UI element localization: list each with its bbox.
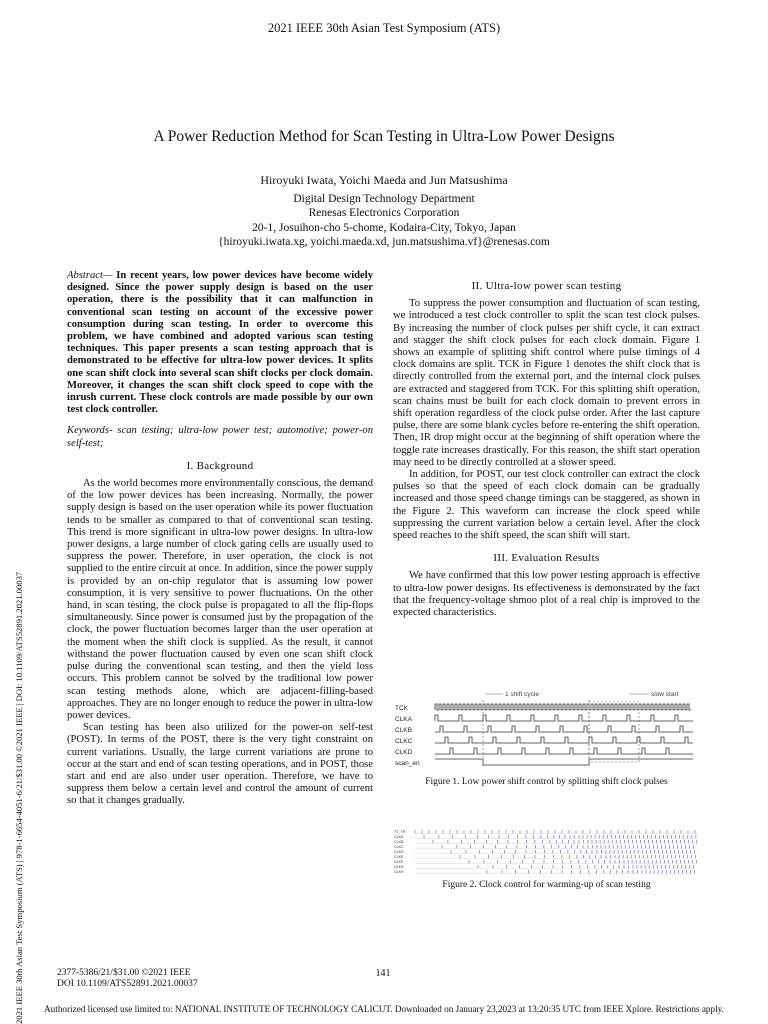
figure-1-caption: Figure 1. Low power shift control by splitting shift clock pulses [425, 777, 668, 787]
page-number: 141 [375, 968, 391, 979]
figure-2 [393, 828, 700, 876]
fig2-signal-label: CLKG [394, 865, 404, 870]
annotation-shift-cycle: 1 shift cycle [505, 691, 539, 698]
affiliation [0, 192, 768, 249]
fig2-waveform-trace [424, 835, 696, 838]
abstract [67, 270, 373, 416]
fig2-signal-label: CLKE [394, 855, 404, 860]
fig1-waveform-trace [435, 759, 693, 765]
fig2-waveform-trace [433, 840, 697, 843]
evaluation-paragraph-1: We have confirmed that this low power testing approach is effective to ultra-low power designs. Its effectiveness is demonstrated by the fact that the frequency-voltage shmoo plot of a real chip is improved to the expected characteristics. [393, 570, 700, 619]
fig1-waveform-trace [435, 748, 693, 754]
background-paragraph-2: Scan testing has been also utilized for the power-on self-test (POST). In terms of the POST, there is the very tight constraint on current variations. Usually, the large current variations are prone to occur at the start and end of scan testing operations, and in POST, those start and end are also under user operation. Therefore, we have to suppress them below a certain level and control the amount of current so that it changes gradually. [67, 722, 373, 807]
left-column [67, 270, 373, 808]
conference-header: 2021 IEEE 30th Asian Test Symposium (ATS) [267, 21, 501, 35]
footer-doi: DOI 10.1109/ATS52891.2021.00037 [57, 979, 198, 989]
affiliation-department: Digital Design Technology Department [293, 193, 475, 205]
fig2-waveform-trace [460, 855, 696, 858]
fig1-waveform-trace [435, 726, 693, 732]
fig2-signal-label: CLKB [394, 840, 404, 845]
section-heading-background: I. Background [186, 459, 254, 472]
fig1-signal-label: CLKB [395, 727, 412, 734]
fig1-signal-label: scan_en [395, 760, 420, 767]
fig2-waveform-trace [469, 860, 697, 863]
figure-1 [393, 690, 700, 770]
footer-identifiers [57, 968, 198, 990]
fig2-waveform-trace [487, 870, 694, 873]
ultra-paragraph-1: To suppress the power consumption and fluctuation of scan testing, we introduced a test clock controller to split the scan test clock pulses. By increasing the number of clock pulses per shift cycle, it can extract and stagger the shift clock pulses for each clock domain. Figure 1 shows an example of splitting shift control where pulse timings of 4 clock domains are split. TCK in Figure 1 denotes the shift clock that is directly controlled from the external port, and the internal clock pulses are extracted and staggered from TCK. For this splitting shift operation, scan chains must be built for each clock domain to prevent errors in shift operation regardless of the clock pulse order. After the last capture pulse, there are some blank cycles before re-entering the shift operation. Then, IR drop might occur at the beginning of shift operation where the toggle rate increases drastically. For this reason, the shift start operation may need to be directly controlled at a slower speed. [393, 298, 700, 468]
section-heading-ultra-low-power: II. Ultra-low power scan testing [471, 280, 622, 292]
fig2-signal-label: CLKF [394, 860, 404, 865]
right-column [393, 280, 700, 619]
figure-1-waveform [393, 690, 700, 770]
figure-2-waveform [393, 828, 700, 876]
fig2-signal-label: TT_TR [394, 830, 406, 835]
fig1-waveform-trace [435, 737, 693, 743]
fig2-signal-label: CLKD [394, 850, 404, 855]
fig1-signal-label: CLKD [395, 749, 413, 756]
authorized-use-notice: Authorized licensed use limited to: NATIONAL INSTITUTE OF TECHNOLOGY CALICUT. Downloaded on January 23,2023 at 13:20:35 UTC from IEEE Xplore. Restrictions apply. [44, 1004, 724, 1014]
fig2-waveform-trace [415, 830, 695, 833]
fig2-waveform-trace [478, 865, 693, 868]
authors: Hiroyuki Iwata, Yoichi Maeda and Jun Matsushima [260, 173, 508, 187]
annotation-slow-start: slow start [651, 691, 679, 698]
affiliation-company: Renesas Electronics Corporation [308, 207, 460, 220]
fig2-signal-label: CLKC [394, 845, 404, 850]
abstract-lead: Abstract— [67, 270, 113, 281]
fig1-waveform-trace [435, 715, 693, 721]
fig1-signal-label: TCK [395, 705, 408, 712]
fig2-waveform-trace [442, 845, 694, 848]
sidebar-citation-text: 2021 IEEE 30th Asian Test Symposium (ATS) | 978-1-6654-4051-6/21/$31.00 ©2021 IEEE | DOI: 10.1109/ATS52891.2021.00037 [14, 571, 24, 1024]
fig2-signal-label: CLKA [394, 835, 404, 840]
keywords: Keywords- scan testing; ultra-low power test; automotive; power-on self-test; [67, 425, 373, 449]
fig1-signal-label: CLKC [395, 738, 413, 745]
abstract-text: In recent years, low power devices have become widely designed. Since the power supply design is based on the user operation, there is the possibility that it can malfunction in conventional scan testing on account of the excessive power consumption during scan testing. In order to overcome this problem, we have combined and adopted various scan testing techniques. This paper presents a scan testing approach that is demonstrated to be effective for ultra-low power devices. It splits one scan shift clock into several scan shift clocks per clock domain. Moreover, it changes the scan shift clock speed to cope with the inrush current. These clock controls are made possible by our own test clock controller. [67, 270, 373, 416]
background-paragraph-1: As the world becomes more environmentally conscious, the demand of the low power devices has been increasing. Normally, the power supply design is based on the user operation while its power fluctuation tends to be smaller as compared to that of conventional scan testing. This trend is more significant in ultra-low power designs. In ultra-low power designs, a large number of clock gating cells are usually used to suppress the power. Therefore, in user operation, the clock is not supplied to the entire circuit at once. In addition, since the power supply is provided by an on-chip regulator that is assuming low power consumption, it is very sensitive to power fluctuations. On the other hand, in scan testing, the clock pulse is propagated to all the flip-flops simultaneously. Since power is consumed just by the propagation of the clock, the power fluctuation becomes larger than the user operation at the moment when the shift clock is supplied. As the result, it cannot withstand the power fluctuation caused by even one scan shift clock pulse during the conventional scan testing, and then the yield loss occurs. This problem cannot be solved by the traditional low power scan testing methods alone, which are adjacent-filling-based approaches. They are no longer enough to reduce the power in ultra-low power devices. [67, 478, 373, 721]
affiliation-address: 20-1, Josuihon-cho 5-chome, Kodaira-City, Tokyo, Japan [252, 221, 516, 234]
fig1-waveform-trace [435, 704, 691, 710]
affiliation-emails: {hiroyuki.iwata.xg, yoichi.maeda.xd, jun.matsushima.vf}@renesas.com [218, 235, 550, 248]
fig1-signal-label: CLKA [395, 716, 412, 723]
footer-issn: 2377-5386/21/$31.00 ©2021 IEEE [57, 968, 191, 978]
figure-2-caption: Figure 2. Clock control for warming-up of scan testing [442, 880, 651, 890]
fig2-signal-label: CLKH [394, 870, 404, 875]
ultra-paragraph-2: In addition, for POST, our test clock controller can extract the clock pulses so that the speed of each clock domain can be gradually increased and those speed change timings can be staggered, as shown in the Figure 2. This waveform can increase the clock speed while suppressing the current variation below a certain level. After the clock speed reaches to the shift speed, the scan shift will start. [393, 469, 700, 542]
fig2-waveform-trace [451, 850, 695, 853]
section-heading-evaluation: III. Evaluation Results [493, 552, 600, 565]
paper-title: A Power Reduction Method for Scan Testing in Ultra-Low Power Designs [153, 128, 615, 145]
